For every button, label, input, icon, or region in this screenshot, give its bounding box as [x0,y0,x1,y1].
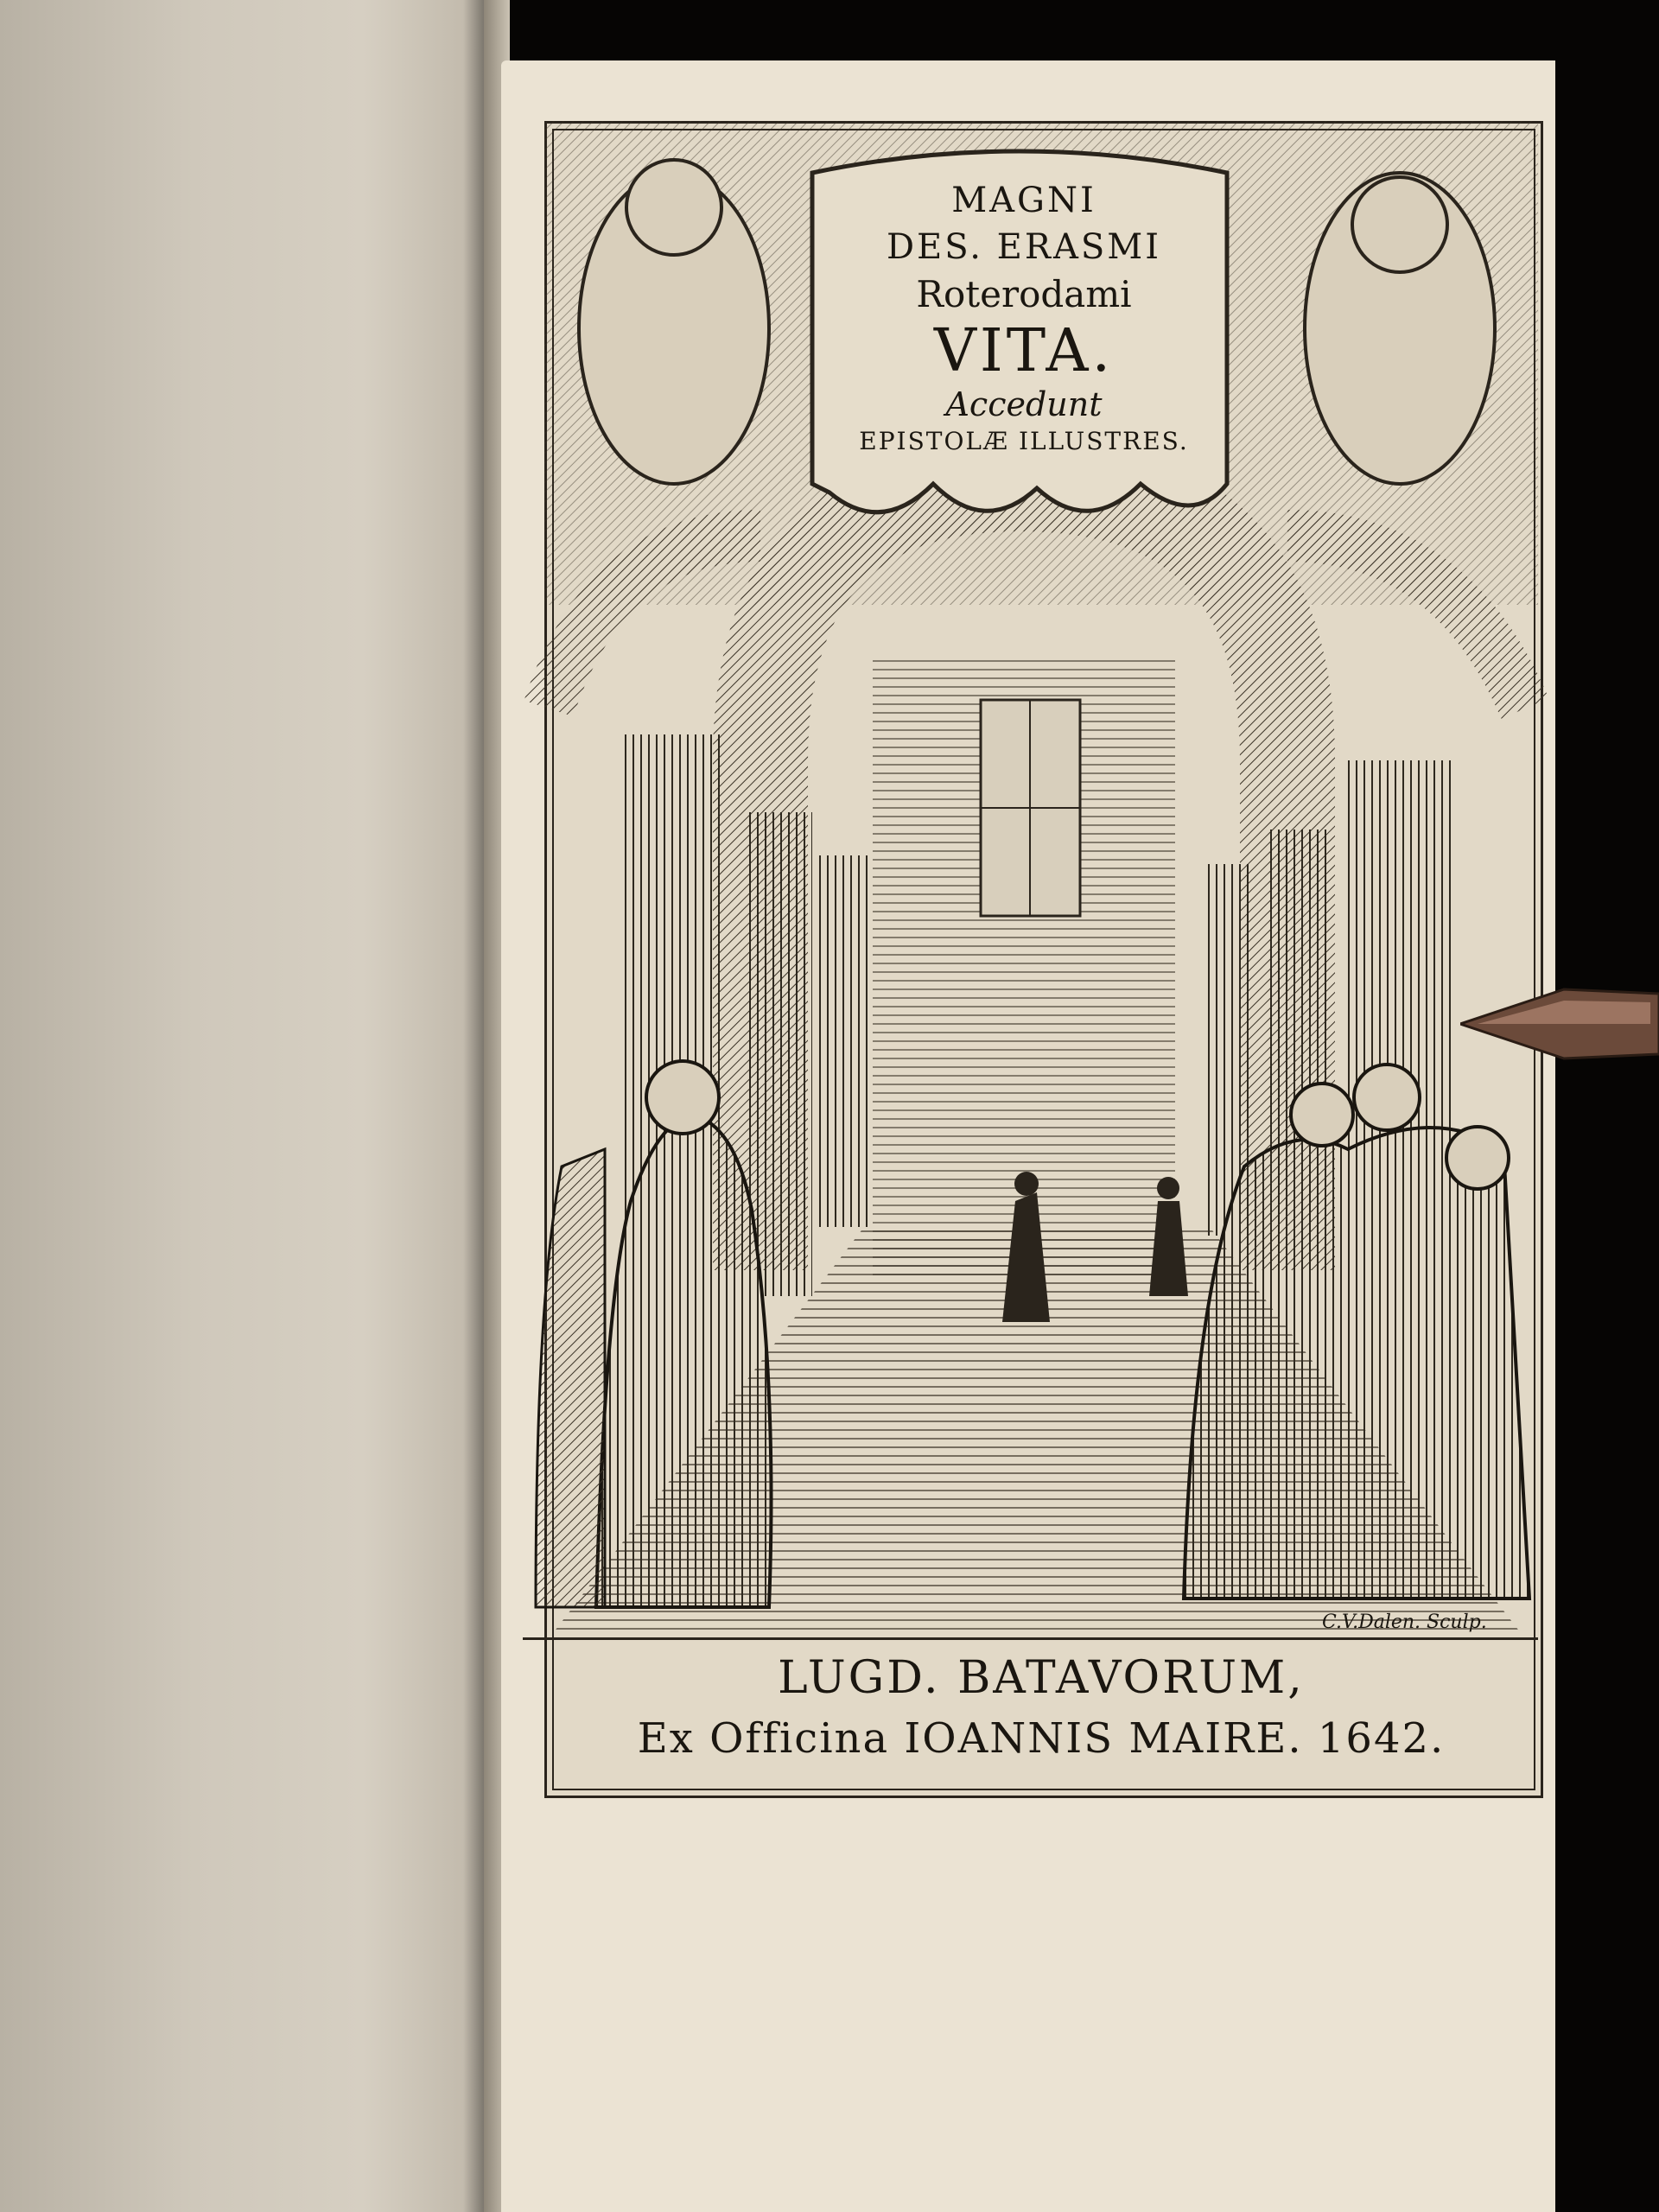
title-line-epistolae: EPISTOLÆ ILLUSTRES. [859,427,1189,455]
pointer-bookmark [1460,985,1659,1063]
imprint-publisher: Ex Officina IOANNIS MAIRE. 1642. [637,1714,1446,1763]
title-line-magni: MAGNI [951,181,1096,220]
column-left-3 [817,855,868,1227]
title-banner-text [825,177,1223,459]
imprint [544,1646,1538,1767]
title-line-accedunt: Accedunt [945,385,1103,423]
title-line-roterodami: Roterodami [916,273,1132,315]
group-of-men [1184,1128,1529,1599]
title-line-erasmi: DES. ERASMI [886,227,1162,267]
imprint-place: LUGD. BATAVORUM, [778,1652,1305,1704]
title-line-vita: VITA. [933,317,1115,385]
engraver-signature: C.V.Dalen. Sculp. [1322,1611,1487,1633]
